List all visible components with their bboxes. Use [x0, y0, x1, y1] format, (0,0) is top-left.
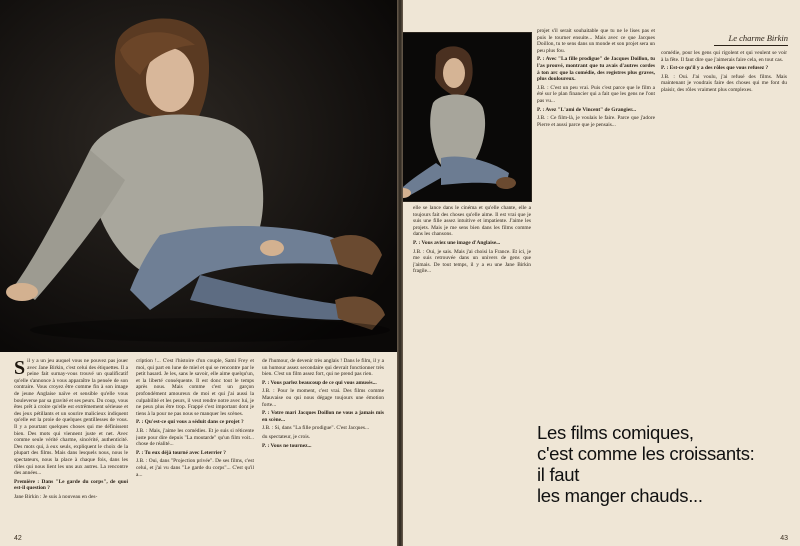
- interview-answer: J.B. : Pour le moment, c'est vrai. Des films comme Mauvaise ou qui nous dégage toujours une émotion forte...: [262, 388, 384, 408]
- interview-answer: J.B. : C'est un peu vrai. Puis c'est parce que le film a été sur le plan financier qui a fait que les gens ne l'ont pas vu...: [537, 84, 655, 104]
- text-column-3: [262, 358, 384, 538]
- text-column-1: [14, 358, 128, 528]
- article-body: comédie, pour les gens qui rigolent et qui veulent se voir à la fête. Il faut dire que j'aimerais faire cela, en tout cas.: [661, 50, 787, 63]
- interview-question: Première : Dans "Le garde du corps", de quoi est-il question ?: [14, 478, 128, 492]
- pull-quote-line: il faut: [537, 464, 580, 485]
- text-column-2: [537, 28, 655, 418]
- article-body: projet s'il serait souhaitable que tu ne le lises pas et puis le tourner ensuite... Mais avec ce que Jacques Doillon, tu te sens dans un monde et son projet sera un peu plus fou.: [537, 28, 655, 54]
- interview-answer: J.B. : Si, dans "La fille prodigue". C'est Jacques...: [262, 425, 370, 432]
- interview-question: P. : Vous parlez beaucoup de ce qui vous amusés...: [262, 379, 377, 386]
- interview-question: P. : Vous aviez une image d'Anglaise...: [413, 239, 501, 246]
- article-body: du spectateur, je crois.: [262, 433, 311, 440]
- text-column-2: [136, 358, 254, 528]
- interview-question: P. : Avec "La fille prodigue" de Jacques Doillon, tu l'as prouvé, montrant que tu avais d'autres cordes à ton arc que la comédie, des registres plus graves, plus douloureux.: [537, 56, 655, 83]
- interview-answer: J.B. : Oui, je sais. Mais j'ai choisi la France. Et ici, je me suis retrouvée dans un univers de gens que j'aimais. De tout temps, il y a eu une Jane Birkin fragile...: [413, 248, 531, 275]
- interview-question: P. : Vous ne tournez...: [262, 442, 312, 449]
- interview-question: P. : Qu'est-ce qui vous a séduit dans ce projet ?: [136, 419, 244, 426]
- interview-answer: J.B. : Ce film-là, je voulais le faire. Parce que j'adore Pierre et aussi parce que je pensais...: [537, 115, 655, 128]
- interview-question: P. : Est-ce qu'il y a des rôles que vous refusez ?: [661, 65, 769, 72]
- drop-cap: S: [14, 358, 26, 379]
- pull-quote-line: les manger chauds...: [537, 485, 703, 506]
- article-body: cription !... C'est l'histoire d'un couple, Sami Frey et moi, qui part en lune de miel et qui se rencontre par le petit hasard. Je les, sans le savoir, elle aime quelqu'un, et la liberté conséquente. Il est donc tout le temps après nous. Mais comme c'est un garçon profondément amoureux de moi et qui j'ai aussi la culpabilité et les peurs, il veut rendre notre avec lui, je ne peux plus être trop. Frappé c'est important dont je tiens à la pour ne pas nous se manquer les scènes.: [136, 358, 254, 417]
- seated-woman-photo: [0, 0, 397, 352]
- interview-answer: J.B. : Oui. J'ai voulu, j'ai refusé des films. Mais maintenant je voudrais faire des choses qui me font du plaisir, des rôles vraiment plus complexes.: [661, 73, 787, 93]
- interview-question: P. : Votre mari Jacques Doillon ne vous a jamais mis en scène...: [262, 410, 384, 423]
- interview-question: P. : Tu eux déjà tourné avec Leterrier ?: [136, 449, 226, 456]
- page-number: 43: [780, 535, 788, 542]
- pull-quote-line: c'est comme les croissants:: [537, 443, 755, 464]
- article-body: il y a un jeu auquel vous ne pouvez pas jouer avec Jane Birkin, c'est celui des étiquettes. Il a peine fait surnay-vous trouvé un qualificatif qu'elle s'annonce à vous apparaître la pensée de son contraire. Vous croyez être comme fin à son image de jeune Anglaise naïve et sensible qu'elle vous bouleverse par sa gravité et ses peurs. Du coup, vous êtes prêt à croire qu'elle est extrêmement sérieuse et des jeux pétillants et un sourire malicieux indiquent qu'elle est la proie de quelques gentillesses de vous. Il y a pourtant quelques choses qui me définissent bien. Des mots qui viennent juste et net. Avec comme seule vérité charme, sincérité, authenticité. Des mots qui, à eux seuls, expliquent le choix de la plupart des films. Mais dans lesquels nous, nous le spectateurs, nous la place à chaque fois, dans les rôles qui nous lient les uns aux autres. La rencontre des années...: [14, 358, 128, 477]
- text-column-3: [661, 50, 787, 410]
- pull-quote-line: Les films comiques,: [537, 422, 694, 443]
- article-body: de l'humour, de devenir très anglais ! Dans le film, il y a un humour assez secondaire qui devrait fonctionner très bien. C'est un film assez fort, qui ne prend pas rien.: [262, 358, 384, 378]
- photo-illustration: [0, 0, 397, 352]
- woman-sitting-on-floor-photo: [403, 32, 532, 202]
- photo-illustration: [403, 33, 531, 201]
- pull-quote: [537, 422, 787, 506]
- interview-question: P. : Avez "L'ami de Vincent" de Grangier...: [537, 106, 637, 113]
- page-number: 42: [14, 535, 22, 542]
- interview-answer: J.B. : Mais, j'aime les comédies. Et je suis si réticente juste pour dire depuis "La moutarde" qu'un film voit... chose de réalité...: [136, 427, 254, 448]
- interview-answer: Jane Birkin : Je suis à nouveau en des-: [14, 493, 98, 500]
- section-title: Le charme Birkin: [728, 33, 788, 43]
- text-column-1: [413, 205, 531, 535]
- section-rule: [714, 45, 788, 46]
- interview-answer: J.B. : Oui, dans "Projection privée". De ses films, c'est celui, et j'ai vu dans "Le garde du corps"... C'est qu'il a...: [136, 458, 254, 478]
- article-body: elle se lance dans le cinéma et qu'elle chante, elle a toujours fait des choses qu'elle aime. Il est vrai que je suis une fille assez intuitive et impatiente. J'aime les projets. Mais je me sens bien dans les films comme dans les chansons.: [413, 205, 531, 238]
- left-page: [0, 0, 397, 546]
